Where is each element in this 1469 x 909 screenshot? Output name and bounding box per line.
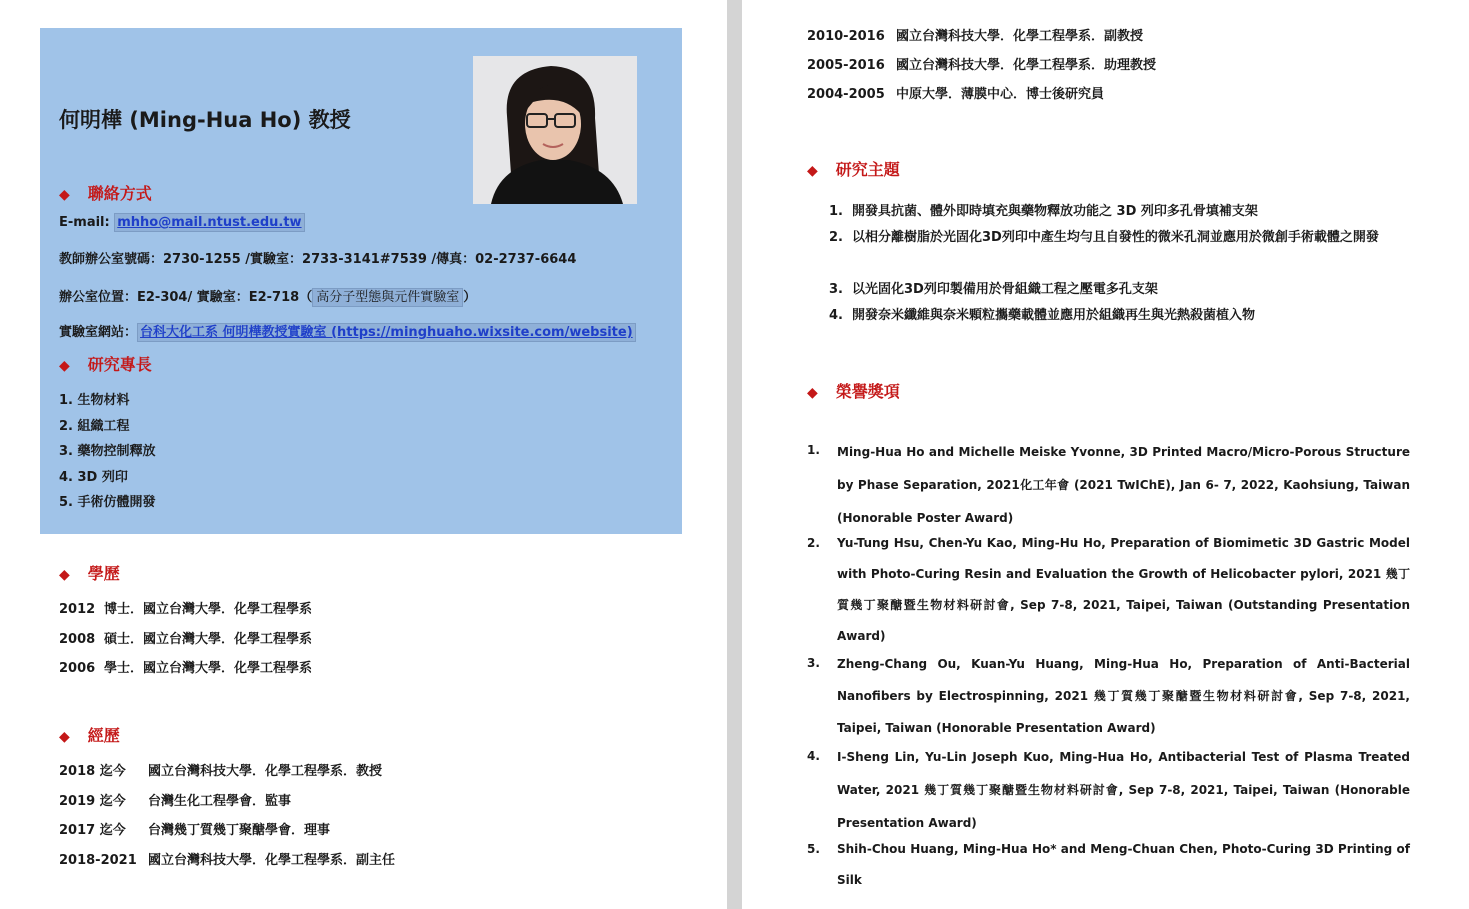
research-num: 4. — [829, 308, 843, 323]
diamond-icon: ◆ — [59, 729, 70, 745]
office-line: 辦公室位置：E2-304/ 實驗室：E2-718（ 高分子型態與元件實驗室 ） — [59, 290, 477, 305]
contact-heading: ◆ 聯絡方式 — [59, 184, 152, 203]
research-num: 3. — [829, 282, 843, 297]
diamond-icon: ◆ — [59, 567, 70, 583]
research-item: 開發奈米纖維與奈米顆粒攜藥載體並應用於組織再生與光熱殺菌植入物 — [852, 308, 1256, 323]
expertise-item: 5. 手術仿體開發 — [59, 495, 156, 510]
award-item: Yu-Tung Hsu, Chen-Yu Kao, Ming-Hu Ho, Preparation of Biomimetic 3D Gastric Model with Photo-Curing Resin and Evaluation the Growth of Helicobacter pylori, 2021 幾丁質幾丁聚醣暨生物材料研討會, Sep 7-8, 2021, Taipei, Taiwan (Outstanding Presentation Award) — [837, 536, 1410, 643]
education-row: 2006 學士．國立台灣大學．化學工程學系 — [59, 661, 313, 676]
expertise-item: 2. 組織工程 — [59, 419, 130, 434]
research-item: 以相分離樹脂於光固化3D列印中產生均勻且自發性的微米孔洞並應用於微創手術載體之開發 — [852, 230, 1379, 245]
diamond-icon: ◆ — [807, 385, 818, 401]
experience-row: 2018 迄今 國立台灣科技大學．化學工程學系．教授 — [59, 764, 383, 779]
experience-row: 2005-2016 國立台灣科技大學．化學工程學系．助理教授 — [807, 58, 1157, 73]
research-item: 開發具抗菌、體外即時填充與藥物釋放功能之 3D 列印多孔骨填補支架 — [852, 204, 1258, 219]
experience-row: 2010-2016 國立台灣科技大學．化學工程學系．副教授 — [807, 29, 1144, 44]
diamond-icon: ◆ — [59, 358, 70, 374]
award-item: Zheng-Chang Ou, Kuan-Yu Huang, Ming-Hua Ho, Preparation of Anti-Bacterial Nanofibers by Electrospinning, 2021 幾丁質幾丁聚醣暨生物材料研討會, Sep 7-8, 2021, Taipei, Taiwan (Honorable Presentation Award) — [837, 657, 1410, 735]
lab-name: 高分子型態與元件實驗室 — [312, 288, 463, 307]
email-line: E-mail: mhho@mail.ntust.edu.tw — [59, 215, 305, 230]
expertise-item: 4. 3D 列印 — [59, 470, 128, 485]
profile-photo — [473, 56, 637, 204]
expertise-item: 1. 生物材料 — [59, 393, 130, 408]
research-num: 1. — [829, 204, 843, 219]
expertise-item: 3. 藥物控制釋放 — [59, 444, 156, 459]
awards-heading: ◆ 榮譽獎項 — [807, 382, 900, 401]
experience-row: 2018-2021 國立台灣科技大學．化學工程學系．副主任 — [59, 853, 396, 868]
experience-row: 2017 迄今 台灣幾丁質幾丁聚醣學會．理事 — [59, 823, 331, 838]
experience-row: 2004-2005 中原大學．薄膜中心．博士後研究員 — [807, 87, 1105, 102]
research-num: 2. — [829, 230, 843, 245]
award-item: I-Sheng Lin, Yu-Lin Joseph Kuo, Ming-Hua Ho, Antibacterial Test of Plasma Treated Water, 2021 幾丁質幾丁聚醣暨生物材料研討會, Sep 7-8, 2021, Taipei, Taiwan (Honorable Presentation Award) — [837, 750, 1410, 830]
expertise-heading: ◆ 研究專長 — [59, 355, 152, 374]
page-gutter — [727, 0, 742, 909]
award-num: 3. — [807, 656, 820, 670]
experience-heading: ◆ 經歷 — [59, 726, 120, 745]
research-heading: ◆ 研究主題 — [807, 160, 900, 179]
diamond-icon: ◆ — [807, 163, 818, 179]
email-link[interactable]: mhho@mail.ntust.edu.tw — [117, 215, 302, 230]
website-link[interactable]: 台科大化工系 何明樺教授實驗室 (https://minghuaho.wixsite.com/website) — [140, 325, 633, 340]
award-item: Shih-Chou Huang, Ming-Hua Ho* and Meng-Chuan Chen, Photo-Curing 3D Printing of Silk — [837, 842, 1410, 887]
education-row: 2012 博士．國立台灣大學．化學工程學系 — [59, 602, 313, 617]
education-heading: ◆ 學歷 — [59, 564, 120, 583]
award-num: 2. — [807, 536, 820, 550]
award-num: 1. — [807, 443, 820, 457]
website-line: 實驗室網站： 台科大化工系 何明樺教授實驗室 (https://minghuaho.wixsite.com/website) — [59, 321, 636, 340]
experience-row: 2019 迄今 台灣生化工程學會．監事 — [59, 794, 292, 809]
profile-name: 何明樺 (Ming-Hua Ho) 教授 — [59, 108, 351, 132]
award-num: 5. — [807, 842, 820, 856]
education-row: 2008 碩士．國立台灣大學．化學工程學系 — [59, 632, 313, 647]
award-num: 4. — [807, 749, 820, 763]
phone-line: 教師辦公室號碼：2730-1255 /實驗室：2733-3141#7539 /傳真：02-2737-6644 — [59, 252, 577, 267]
award-item: Ming-Hua Ho and Michelle Meiske Yvonne, 3D Printed Macro/Micro-Porous Structure by Phase Separation, 2021化工年會 (2021 TwIChE), Jan 6- 7, 2022, Kaohsiung, Taiwan (Honorable Poster Award) — [837, 445, 1410, 525]
research-item: 以光固化3D列印製備用於骨組織工程之壓電多孔支架 — [852, 282, 1158, 297]
diamond-icon: ◆ — [59, 187, 70, 203]
